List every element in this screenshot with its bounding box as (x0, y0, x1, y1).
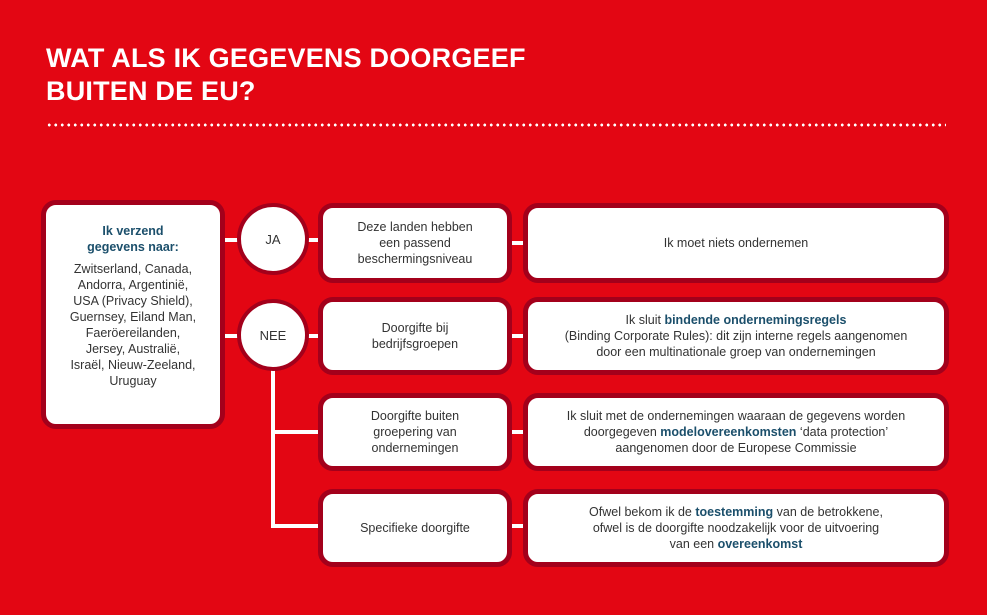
highlight-bcr: bindende ondernemingsregels (664, 313, 847, 327)
condition-bcr-box: Doorgifte bij bedrijfsgroepen (318, 297, 512, 375)
outcome-bcr-box: Ik sluit bindende ondernemingsregels (Binding Corporate Rules): dit zijn interne regels aangenomen door een multinationale groep van ondernemingen (523, 297, 949, 375)
country-line: Zwitserland, Canada, (73, 262, 193, 276)
outcome-ja-box (523, 203, 949, 283)
country-line: Guernsey, Eiland Man, (69, 310, 197, 324)
decision-yes-label: JA (265, 231, 281, 247)
condition-specific-box: Specifieke doorgifte (318, 489, 512, 567)
highlight-contract: overeenkomst (717, 537, 803, 551)
country-line: USA (Privacy Shield), (73, 294, 193, 308)
decision-no-label: NEE (259, 327, 287, 343)
outcome-model-box: Ik sluit met de ondernemingen waaraan de gegevens worden doorgegeven modelovereenkomsten ‘data protection’ aangenomen door de Europese Commissie (523, 393, 949, 471)
page-title-line-1: WAT ALS IK GEGEVENS DOORGEEF (46, 43, 526, 73)
country-line: Faeröereilanden, (85, 326, 181, 340)
decision-no (237, 299, 309, 371)
highlight-consent: toestemming (695, 505, 774, 519)
country-line: Uruguay (109, 374, 157, 388)
outcome-specific-box: Ofwel bekom ik de toestemming van de betrokkene, ofwel is de doorgifte noodzakelijk voor de uitvoering van een overeenkomst (523, 489, 949, 567)
country-line: Israël, Nieuw-Zeeland, (70, 358, 196, 372)
country-line: Andorra, Argentinië, (77, 278, 189, 292)
decision-yes (237, 203, 309, 275)
country-line: Jersey, Australië, (85, 342, 181, 356)
outcome-ja-text: Ik moet niets ondernemen (663, 236, 809, 250)
condition-ja-box: Deze landen hebben een passend beschermingsniveau (318, 203, 512, 283)
country-list (70, 261, 196, 389)
start-box-title: Ik verzend gegevens naar: (87, 224, 179, 254)
condition-model-box: Doorgifte buiten groepering van ondernemingen (318, 393, 512, 471)
highlight-model: modelovereenkomsten (660, 425, 797, 439)
page-title-line-2: BUITEN DE EU? (46, 76, 256, 106)
start-box (41, 200, 225, 429)
